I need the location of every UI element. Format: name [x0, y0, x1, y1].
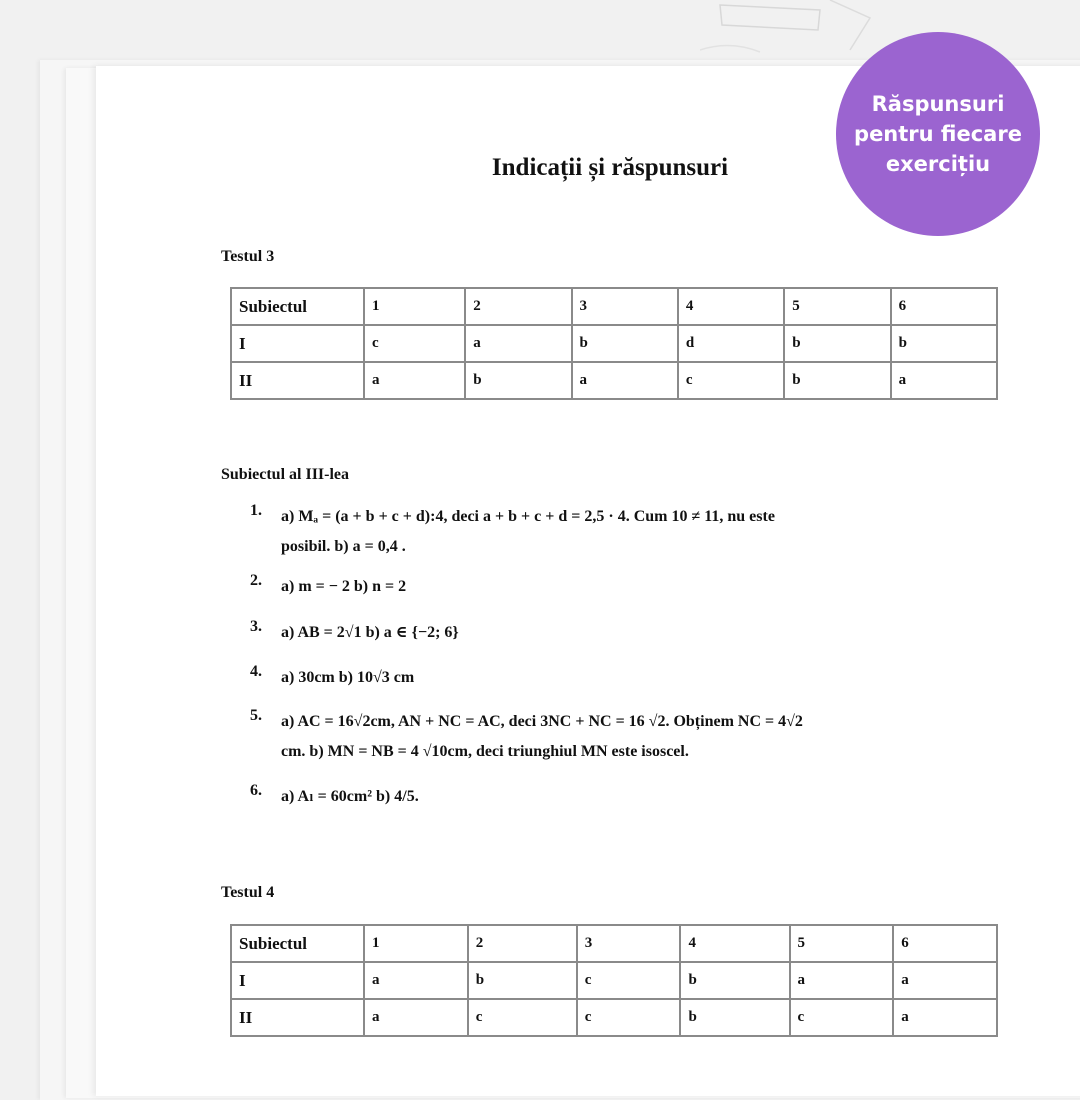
- table-row: [231, 962, 997, 999]
- table-cell: b: [680, 999, 789, 1036]
- item-text: posibil. b) a = 0,4 .: [281, 538, 406, 555]
- table-cell: d: [678, 325, 784, 362]
- table-cell: a: [465, 325, 571, 362]
- table-cell: b: [784, 362, 890, 399]
- item-text: a) AC = 16√2cm, AN + NC = AC, deci 3NC + NC = 16 √2. Obținem NC = 4√2: [281, 713, 803, 730]
- table-cell: b: [468, 962, 577, 999]
- table-cell: I: [231, 962, 364, 999]
- item-text: a) m = − 2 b) n = 2: [281, 578, 407, 595]
- table-cell: a: [364, 962, 468, 999]
- item-number: 4.: [250, 663, 262, 680]
- subject-3-label: Subiectul al III-lea: [221, 466, 350, 483]
- test-3-answer-table: [230, 287, 998, 400]
- table-row: [231, 362, 997, 399]
- item-text: a) Mₐ = (a + b + c + d):4, deci a + b + c + d = 2,5 · 4. Cum 10 ≠ 11, nu este: [281, 508, 775, 525]
- table-row: [231, 999, 997, 1036]
- table-header-row: [231, 288, 997, 325]
- table-cell: Subiectul: [231, 288, 364, 325]
- table-cell: 1: [364, 288, 465, 325]
- item-text: a) AB = 2√1 b) a ∈ {−2; 6}: [281, 624, 459, 641]
- item-number: 3.: [250, 618, 262, 635]
- table-cell: b: [465, 362, 571, 399]
- item-number: 2.: [250, 572, 262, 589]
- table-row: [231, 325, 997, 362]
- item-number: 1.: [250, 502, 262, 519]
- item-number: 6.: [250, 782, 262, 799]
- table-cell: c: [364, 325, 465, 362]
- table-cell: 5: [790, 925, 894, 962]
- item-number: 5.: [250, 707, 262, 724]
- test-4-label: Testul 4: [221, 884, 275, 901]
- table-cell: c: [577, 962, 681, 999]
- table-cell: 2: [468, 925, 577, 962]
- table-cell: 6: [891, 288, 997, 325]
- table-cell: a: [364, 999, 468, 1036]
- table-cell: c: [790, 999, 894, 1036]
- table-cell: a: [893, 999, 997, 1036]
- table-cell: c: [577, 999, 681, 1036]
- table-cell: 2: [465, 288, 571, 325]
- table-cell: b: [572, 325, 678, 362]
- table-cell: 5: [784, 288, 890, 325]
- item-text: a) Aₗ = 60cm² b) 4/5.: [281, 788, 419, 805]
- table-cell: b: [891, 325, 997, 362]
- item-text: cm. b) MN = NB = 4 √10cm, deci triunghiul MN este isoscel.: [281, 743, 689, 760]
- table-cell: a: [891, 362, 997, 399]
- table-cell: 1: [364, 925, 468, 962]
- item-text: a) 30cm b) 10√3 cm: [281, 669, 415, 686]
- table-cell: 4: [680, 925, 789, 962]
- table-cell: a: [572, 362, 678, 399]
- badge-text: Răspunsuri pentru fiecare exercițiu: [854, 92, 1022, 176]
- table-cell: Subiectul: [231, 925, 364, 962]
- table-cell: 6: [893, 925, 997, 962]
- table-cell: 3: [572, 288, 678, 325]
- page-title: Indicații și răspunsuri: [491, 154, 729, 181]
- table-header-row: [231, 925, 997, 962]
- test-3-label: Testul 3: [221, 248, 275, 265]
- notebook-doodle-icon: [700, 0, 900, 60]
- table-cell: c: [678, 362, 784, 399]
- table-cell: II: [231, 362, 364, 399]
- table-cell: I: [231, 325, 364, 362]
- table-cell: 3: [577, 925, 681, 962]
- table-cell: 4: [678, 288, 784, 325]
- answers-badge: [836, 32, 1040, 236]
- table-cell: c: [468, 999, 577, 1036]
- table-cell: b: [680, 962, 789, 999]
- table-cell: a: [364, 362, 465, 399]
- table-cell: a: [790, 962, 894, 999]
- table-cell: b: [784, 325, 890, 362]
- table-cell: II: [231, 999, 364, 1036]
- test-4-answer-table: [230, 924, 998, 1037]
- table-cell: a: [893, 962, 997, 999]
